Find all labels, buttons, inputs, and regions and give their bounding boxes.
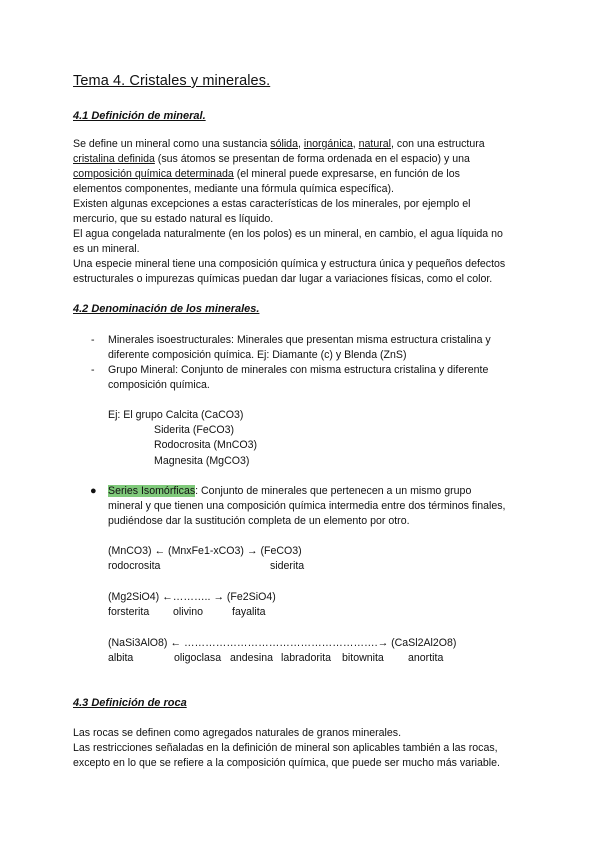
series-name: fayalita: [232, 606, 266, 618]
series-name: rodocrosita: [108, 560, 161, 572]
paragraph-line: El agua congelada naturalmente (en los polos) es un mineral, en cambio, el agua líquida no: [73, 228, 503, 240]
example-intro: Ej: El grupo Calcita (CaCO3): [108, 409, 244, 421]
list-item: Minerales isoestructurales: Minerales que presentan misma estructura cristalina y: [108, 334, 491, 346]
highlight-series-isomorficas: Series Isomórficas: [108, 485, 196, 497]
section-heading-mineral: 4.1 Definición de mineral.: [73, 110, 206, 122]
paragraph-line: estructurales o impurezas químicas puedan dar lugar a variaciones físicas, como el color.: [73, 273, 493, 285]
bullet-dot: ●: [90, 485, 97, 497]
list-item: composición química.: [108, 379, 210, 391]
series-formula: (Mg2SiO4) ←……….. → (Fe2SiO4): [108, 591, 276, 603]
series-name: anortita: [408, 652, 444, 664]
paragraph-line: Existen algunas excepciones a estas características de los minerales, por ejemplo el: [73, 198, 471, 210]
list-item: Grupo Mineral: Conjunto de minerales con misma estructura cristalina y diferente: [108, 364, 489, 376]
series-name: forsterita: [108, 606, 150, 618]
example-item: Magnesita (MgCO3): [154, 455, 250, 467]
paragraph-line: Las rocas se definen como agregados naturales de granos minerales.: [73, 727, 402, 739]
series-name: andesina: [230, 652, 274, 664]
paragraph-line: Se define un mineral como una sustancia sólida, inorgánica, natural, con una estructura: [73, 138, 485, 150]
section-heading-roca: 4.3 Definición de roca: [73, 697, 187, 709]
paragraph-line: Las restricciones señaladas en la definición de mineral son aplicables también a las rocas,: [73, 742, 498, 754]
dash-bullet: -: [91, 334, 95, 346]
example-item: Siderita (FeCO3): [154, 424, 235, 436]
series-name: albita: [108, 652, 134, 664]
list-item: pudiéndose dar la sustitución completa de un elemento por otro.: [108, 515, 410, 527]
term-composicion-quimica: composición química determinada: [73, 168, 234, 180]
paragraph-line: elementos componentes, mediante una fórmula química específica).: [73, 183, 394, 195]
paragraph-line: excepto en lo que se refiere a la composición química, que puede ser mucho más variable.: [73, 757, 500, 769]
list-item: mineral y que tienen una composición química intermedia entre dos términos finales,: [108, 500, 506, 512]
paragraph-line: es un mineral.: [73, 243, 140, 255]
series-name: oligoclasa: [174, 652, 222, 664]
series-name: olivino: [173, 606, 204, 618]
series-name: labradorita: [281, 652, 332, 664]
paragraph-line: composición química determinada (el mineral puede expresarse, en función de los: [73, 168, 460, 180]
term-solida: sólida: [270, 138, 298, 150]
example-item: Rodocrosita (MnCO3): [154, 439, 258, 451]
series-formula: (MnCO3) ← (MnxFe1-xCO3) → (FeCO3): [108, 545, 302, 557]
list-item: diferente composición química. Ej: Diamante (c) y Blenda (ZnS): [108, 349, 407, 361]
term-inorganica: inorgánica: [303, 138, 353, 150]
paragraph-line: cristalina definida (sus átomos se presentan de forma ordenada en el espacio) y una: [73, 153, 470, 165]
paragraph-line: mercurio, que su estado natural es líquido.: [73, 213, 274, 225]
list-item: Series Isomórficas: Conjunto de minerales que pertenecen a un mismo grupo: [108, 485, 472, 497]
paragraph-line: Una especie mineral tiene una composición química y estructura única y pequeños defectos: [73, 258, 506, 270]
term-natural: natural: [358, 138, 392, 150]
term-cristalina-definida: cristalina definida: [73, 153, 155, 165]
page-title: Tema 4. Cristales y minerales.: [73, 73, 271, 89]
dash-bullet: -: [91, 364, 95, 376]
series-name: bitownita: [342, 652, 384, 664]
series-formula: (NaSi3AlO8) ← ……………………………………………….→ (CaSl2Al2O8): [108, 637, 457, 649]
section-heading-denominacion: 4.2 Denominación de los minerales.: [73, 303, 260, 315]
series-name: siderita: [270, 560, 305, 572]
